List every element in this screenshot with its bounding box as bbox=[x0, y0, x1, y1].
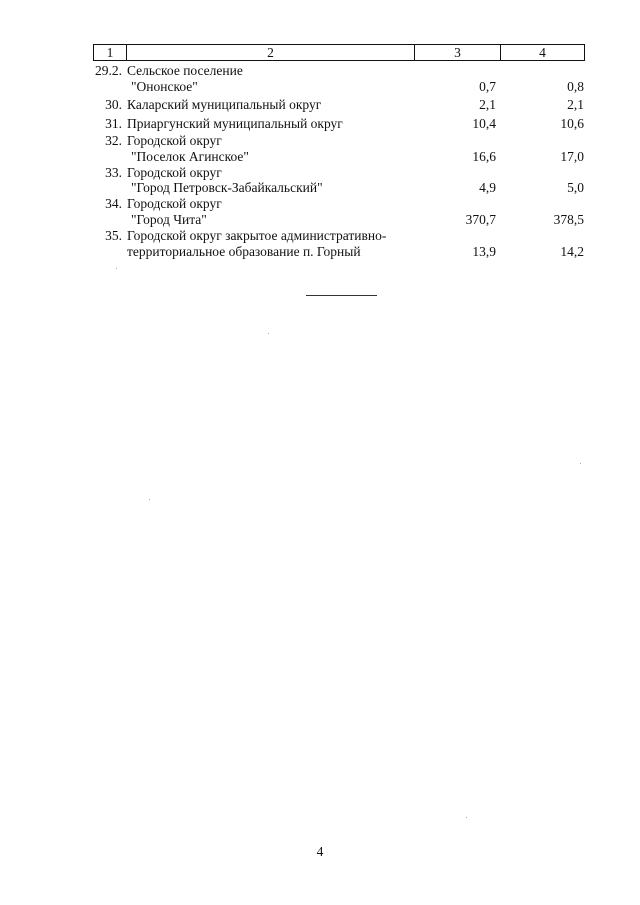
row-number: 29.2. bbox=[95, 63, 122, 78]
row-number: 32. bbox=[105, 133, 122, 148]
row-name-line-2: "Город Петровск-Забайкальский" bbox=[131, 180, 323, 195]
row-number: 35. bbox=[105, 228, 122, 243]
page-number: 4 bbox=[316, 844, 324, 859]
table-row bbox=[0, 116, 640, 132]
row-number: 31. bbox=[105, 116, 122, 131]
header-col-1: 1 bbox=[94, 45, 127, 60]
row-value-col-3: 16,6 bbox=[472, 149, 496, 164]
row-name-line-2: "Поселок Агинское" bbox=[131, 149, 249, 164]
row-name-line-2: территориальное образование п. Горный bbox=[127, 244, 361, 259]
scan-speck bbox=[580, 463, 581, 464]
table-row-continuation bbox=[0, 212, 640, 228]
header-col-2: 2 bbox=[127, 45, 415, 60]
row-value-col-3: 4,9 bbox=[479, 180, 496, 195]
row-name-line-2: "Город Чита" bbox=[131, 212, 207, 227]
header-col-3: 3 bbox=[415, 45, 501, 60]
row-name-line-1: Городской округ bbox=[127, 196, 222, 211]
table-row bbox=[0, 228, 640, 244]
row-name-line-1: Сельское поселение bbox=[127, 63, 243, 78]
table-row bbox=[0, 133, 640, 149]
scan-speck bbox=[116, 268, 117, 269]
table-row-continuation bbox=[0, 149, 640, 165]
scan-speck bbox=[268, 333, 269, 334]
row-name-line-1: Городской округ bbox=[127, 133, 222, 148]
table-row-continuation bbox=[0, 180, 640, 196]
row-value-col-3: 10,4 bbox=[472, 116, 496, 131]
table-row bbox=[0, 196, 640, 212]
row-value-col-3: 2,1 bbox=[479, 97, 496, 112]
row-name-line-1: Городской округ bbox=[127, 165, 222, 180]
row-value-col-4: 14,2 bbox=[560, 244, 584, 259]
end-of-table-divider bbox=[306, 295, 377, 296]
scan-speck bbox=[466, 817, 467, 818]
table-row-continuation bbox=[0, 244, 640, 260]
row-name-line-1: Приаргунский муниципальный округ bbox=[127, 116, 343, 131]
row-number: 34. bbox=[105, 196, 122, 211]
table-row bbox=[0, 165, 640, 181]
row-number: 33. bbox=[105, 165, 122, 180]
row-value-col-4: 10,6 bbox=[560, 116, 584, 131]
row-value-col-4: 0,8 bbox=[567, 79, 584, 94]
table-header-row bbox=[93, 44, 585, 61]
row-name-line-1: Каларский муниципальный округ bbox=[127, 97, 322, 112]
row-value-col-4: 2,1 bbox=[567, 97, 584, 112]
table-row bbox=[0, 63, 640, 79]
row-value-col-4: 5,0 bbox=[567, 180, 584, 195]
row-value-col-4: 378,5 bbox=[553, 212, 584, 227]
row-name-line-2: "Ононское" bbox=[131, 79, 198, 94]
row-number: 30. bbox=[105, 97, 122, 112]
scan-speck bbox=[149, 499, 150, 500]
row-value-col-4: 17,0 bbox=[560, 149, 584, 164]
row-value-col-3: 370,7 bbox=[465, 212, 496, 227]
row-value-col-3: 13,9 bbox=[472, 244, 496, 259]
row-value-col-3: 0,7 bbox=[479, 79, 496, 94]
header-col-4: 4 bbox=[539, 45, 546, 60]
table-row bbox=[0, 97, 640, 113]
row-name-line-1: Городской округ закрытое административно- bbox=[127, 228, 387, 243]
table-row-continuation bbox=[0, 79, 640, 95]
